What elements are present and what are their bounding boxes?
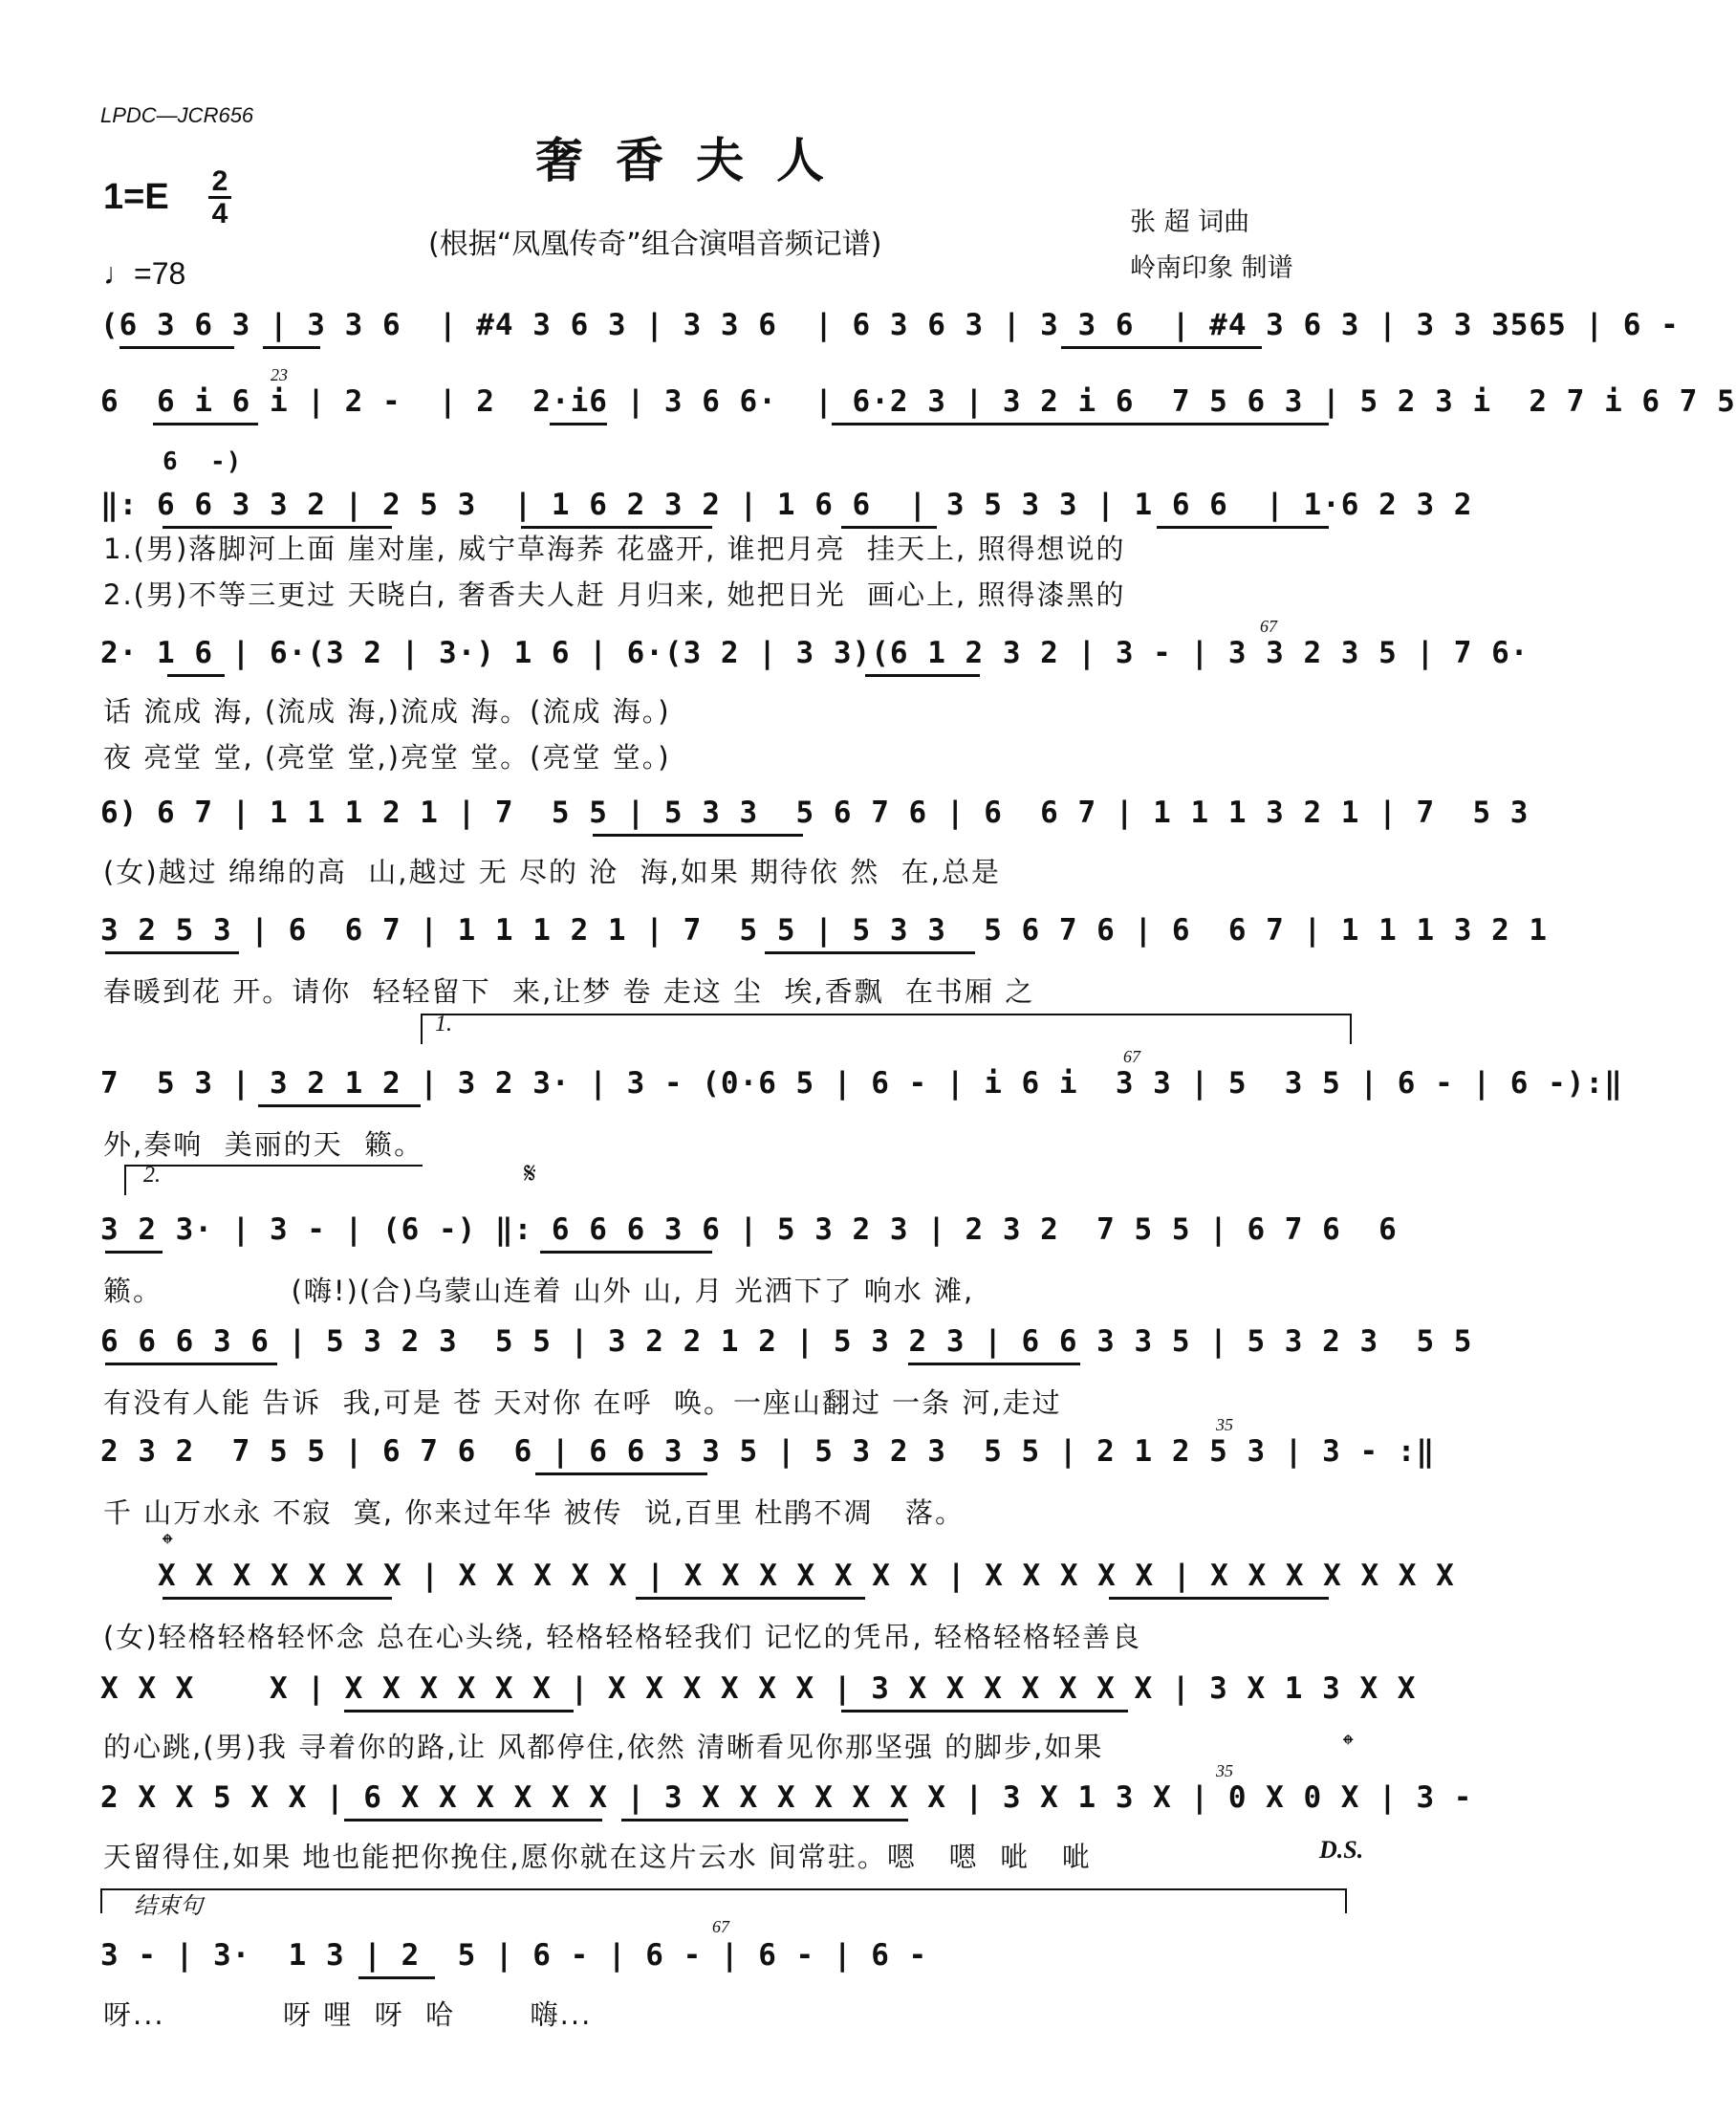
notation-row-12: X X X X | X X X X X X | X X X X X X | 3 X X X X X X X | 3 X 1 3 X X	[100, 1671, 1417, 1706]
notation-row-11: X X X X X X X | X X X X X | X X X X X X X | X X X X X | X X X X X X X	[158, 1559, 1455, 1593]
key-signature: 1=E	[103, 177, 169, 217]
lyric-line-14: 呀... 呀 哩 呀 哈 嗨...	[103, 1998, 593, 2031]
volta-bracket-1	[421, 1014, 1352, 1044]
notation-row-7: 7 5 3 | 3 2 1 2 | 3 2 3· | 3 - (0·6 5 | 6 - | i 6 i 3 3 | 5 3 5 | 6 - | 6 -):‖	[100, 1066, 1623, 1101]
underline	[167, 674, 225, 677]
underline	[832, 423, 1329, 425]
ending-label: 结束句	[134, 1894, 203, 1919]
underline	[550, 423, 607, 425]
grace-note-67: 67	[1123, 1047, 1140, 1066]
underline	[540, 1251, 712, 1254]
grace-note-35: 35	[1216, 1415, 1233, 1434]
credit-lyrics-music: 张 超 词曲	[1130, 207, 1250, 237]
credit-notation: 岭南印象 制谱	[1130, 253, 1293, 283]
underline	[163, 1597, 392, 1600]
volta-2-label: 2.	[143, 1163, 161, 1188]
underline	[535, 1472, 707, 1475]
lyric-verse-2: 2.(男)不等三更过 天晓白, 奢香夫人赶 月归来, 她把日光 画心上, 照得漆黑的	[103, 578, 1126, 611]
lyric-verse-1: 1.(男)落脚河上面 崖对崖, 威宁草海荞 花盛开, 谁把月亮 挂天上, 照得想说的	[103, 533, 1126, 565]
underline	[344, 1819, 602, 1822]
notation-row-14: 3 - | 3· 1 3 | 2 5 | 6 - | 6 - | 6 - | 6 -	[100, 1938, 928, 1973]
underline	[908, 1363, 1080, 1365]
underline	[765, 951, 975, 954]
notation-row-4: 2· 1 6 | 6·(3 2 | 3·) 1 6 | 6·(3 2 | 3 3)(6 1 2 3 2 | 3 - | 3 3 2 3 5 | 7 6·	[100, 636, 1530, 670]
underline	[263, 346, 320, 349]
lyric-line-10: 千 山万水永 不寂 寞, 你来过年华 被传 说,百里 杜鹃不凋 落。	[103, 1496, 966, 1529]
underline	[358, 1976, 435, 1979]
underline	[119, 346, 234, 349]
underline	[1109, 1597, 1329, 1600]
lyric-line-8: 籁。 (嗨!)(合)乌蒙山连着 山外 山, 月 光洒下了 响水 滩,	[103, 1275, 975, 1307]
grace-note-67: 67	[712, 1917, 729, 1936]
notation-row-8: 3 2 3· | 3 - | (6 -) ‖: 6 6 6 3 6 | 5 3 2 3 | 2 3 2 7 5 5 | 6 7 6 6	[100, 1212, 1398, 1247]
lyric-line-5: (女)越过 绵绵的高 山,越过 无 尽的 沧 海,如果 期待依 然 在,总是	[103, 856, 1001, 888]
underline	[258, 1104, 421, 1107]
ending-bracket	[100, 1888, 1347, 1913]
notation-row-6: 3 2 5 3 | 6 6 7 | 1 1 1 2 1 | 7 5 5 | 5 3 3 5 6 7 6 | 6 6 7 | 1 1 1 3 2 1	[100, 913, 1549, 948]
lyric-line-7: 外,奏响 美丽的天 籁。	[103, 1128, 424, 1161]
coda-icon: 𝄌	[1343, 1729, 1354, 1762]
notation-row-1: (6 3 6 3 | 3 3 6 | #4 3 6 3 | 3 3 6 | 6 3 6 3 | 3 3 6 | #4 3 6 3 | 3 3 3565 | 6 -	[100, 308, 1680, 342]
underline	[636, 1597, 865, 1600]
underline	[865, 674, 980, 677]
notation-row-3: ‖: 6 6 3 3 2 | 2 5 3 | 1 6 2 3 2 | 1 6 6 | 3 5 3 3 | 1 6 6 | 1·6 2 3 2	[100, 488, 1473, 522]
lyric-line-12: 的心跳,(男)我 寻着你的路,让 风都停住,依然 清晰看见你那坚强 的脚步,如果	[103, 1731, 1104, 1763]
underline	[593, 834, 803, 837]
score-code: LPDC—JCR656	[100, 103, 254, 127]
harmony-note: 6 -)	[163, 447, 243, 476]
grace-note-67: 67	[1260, 617, 1277, 636]
underline	[621, 1819, 908, 1822]
underline	[153, 423, 258, 425]
volta-1-label: 1.	[435, 1012, 452, 1036]
notation-row-13: 2 X X 5 X X | 6 X X X X X X | 3 X X X X X X X | 3 X 1 3 X | 0 X 0 X | 3 -	[100, 1780, 1473, 1815]
time-signature	[208, 165, 231, 229]
lyric-line-11: (女)轻格轻格轻怀念 总在心头绕, 轻格轻格轻我们 记忆的凭吊, 轻格轻格轻善良	[103, 1621, 1141, 1653]
underline	[841, 1710, 1128, 1712]
notation-row-9: 6 6 6 3 6 | 5 3 2 3 5 5 | 3 2 2 1 2 | 5 3 2 3 | 6 6 3 3 5 | 5 3 2 3 5 5	[100, 1324, 1473, 1359]
notation-row-10: 2 3 2 7 5 5 | 6 7 6 6 | 6 6 3 3 5 | 5 3 2 3 5 5 | 2 1 2 5 3 | 3 - :‖	[100, 1434, 1436, 1469]
notation-row-5: 6) 6 7 | 1 1 1 2 1 | 7 5 5 | 5 3 3 5 6 7 6 | 6 6 7 | 1 1 1 3 2 1 | 7 5 3	[100, 796, 1530, 830]
tempo-marking: ♩=78	[103, 256, 186, 291]
ds-marking: D.S.	[1319, 1836, 1364, 1864]
underline	[105, 951, 239, 954]
underline	[1061, 346, 1262, 349]
underline	[1157, 526, 1329, 529]
grace-note-23: 23	[271, 365, 288, 384]
coda-icon: 𝄌	[163, 1528, 173, 1561]
notation-row-2: 6 6 i 6 i | 2 - | 2 2·i6 | 3 6 6· | 6·2 3 | 3 2 i 6 7 5 6 3 | 5 2 3 i 2 7 i 6 7 5	[100, 384, 1736, 419]
lyric-line-13: 天留得住,如果 地也能把你挽住,愿你就在这片云水 间常驻。嗯 嗯 呲 呲	[103, 1841, 1092, 1873]
underline	[105, 1251, 163, 1254]
grace-note-35: 35	[1216, 1761, 1233, 1780]
song-subtitle: (根据“凤凰传奇”组合演唱音频记谱)	[428, 228, 882, 261]
underline	[105, 1363, 277, 1365]
song-title: 奢香夫人	[535, 132, 857, 188]
lyric-line-4b: 夜 亮堂 堂, (亮堂 堂,)亮堂 堂。(亮堂 堂。)	[103, 741, 671, 774]
lyric-line-9: 有没有人能 告诉 我,可是 苍 天对你 在呼 唤。一座山翻过 一条 河,走过	[103, 1386, 1062, 1419]
volta-bracket-2	[124, 1165, 423, 1195]
lyric-line-6: 春暖到花 开。请你 轻轻留下 来,让梦 卷 走这 尘 埃,香飘 在书厢 之	[103, 975, 1035, 1008]
time-top: 2	[211, 165, 228, 197]
segno-icon: 𝄋	[524, 1157, 536, 1190]
time-bottom: 4	[211, 198, 228, 229]
underline	[344, 1710, 574, 1712]
lyric-line-4a: 话 流成 海, (流成 海,)流成 海。(流成 海。)	[103, 695, 671, 728]
